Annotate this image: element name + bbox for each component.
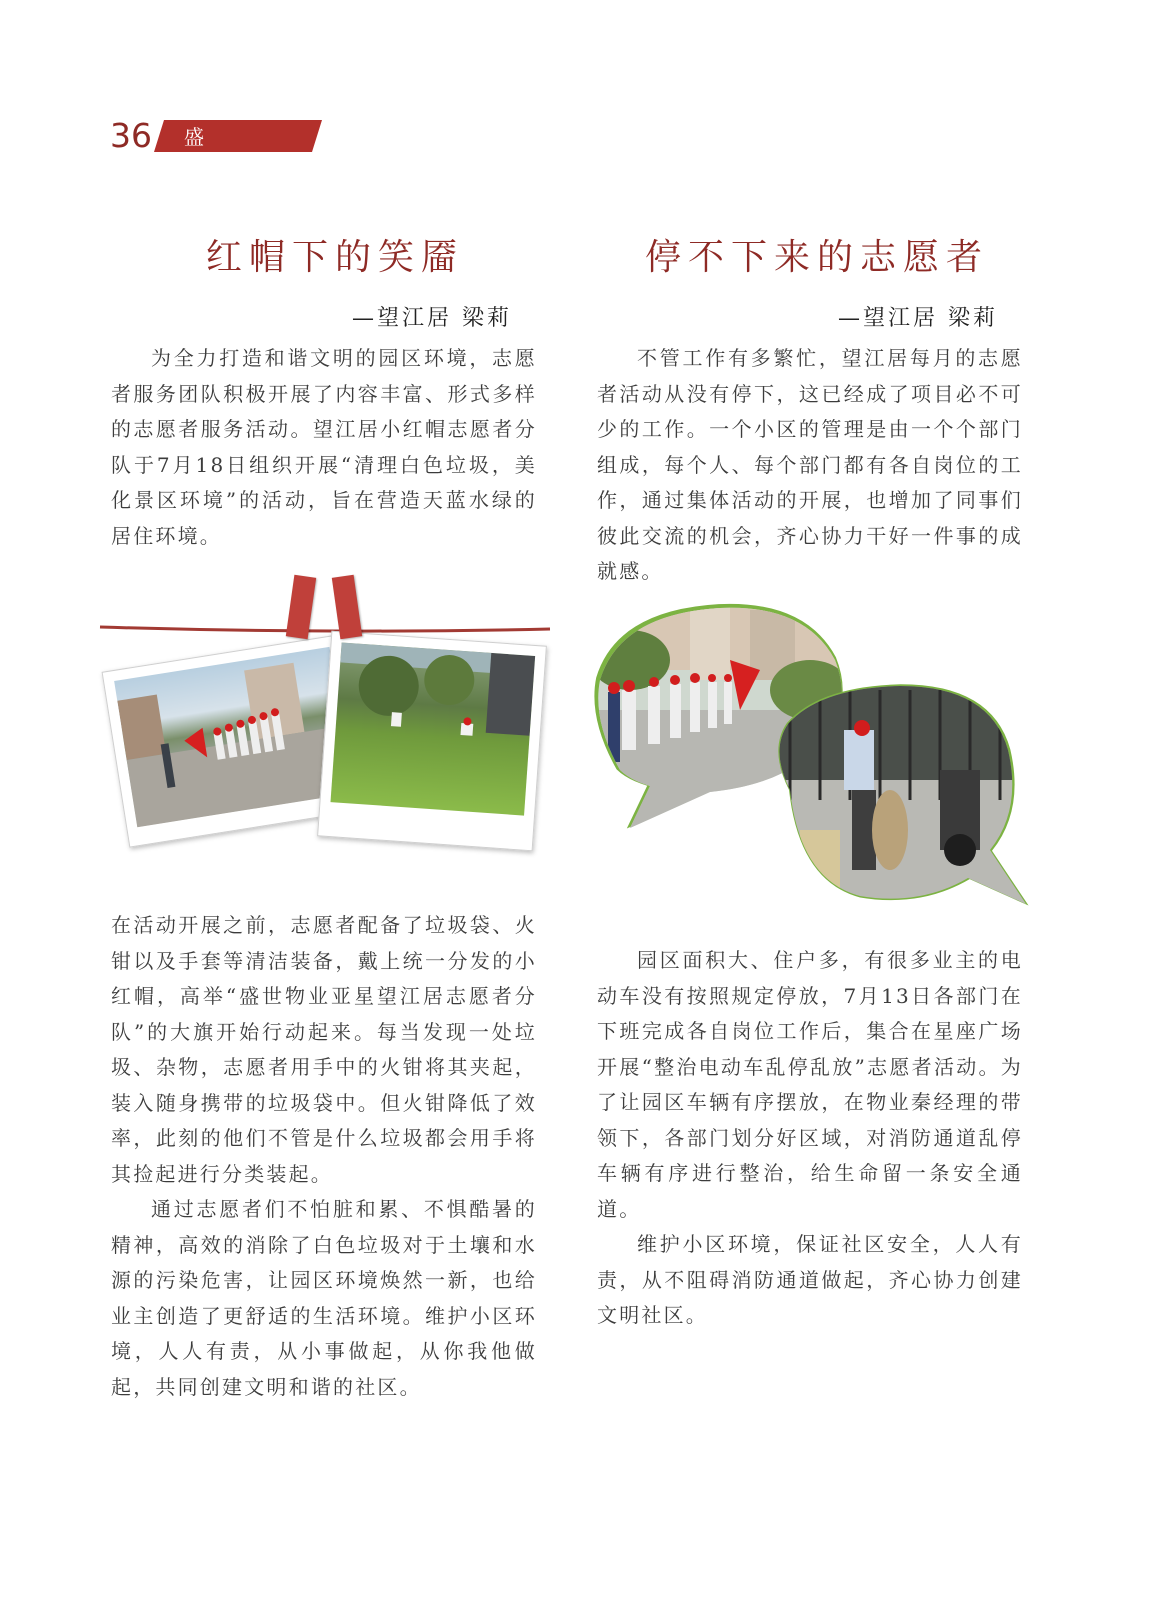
right-paragraph-1: 不管工作有多繁忙，望江居每月的志愿者活动从没有停下，这已经成了项目必不可少的工作。一个小区的管理是由一个个部门组成，每个人、每个部门都有各自岗位的工作，通过集体活动的开展，也增加了同事们彼此交流的机会，齐心协力干好一件事的成就感。 [597, 346, 1023, 583]
speech-bubble-photos [590, 600, 1030, 920]
page-number: 36 [110, 116, 152, 155]
left-article-byline: —望江居 梁莉 [352, 306, 512, 331]
left-paragraph-2: 在活动开展之前，志愿者配备了垃圾袋、火钳以及手套等清洁装备，戴上统一分发的小红帽，高举“盛世物业亚星望江居志愿者分队”的大旗开始行动起来。每当发现一处垃圾、杂物，志愿者用手中的火钳将其夹起，装入随身携带的垃圾袋中。但火钳降低了效率，此刻的他们不管是什么垃圾都会用手将其捡起进行分类装起。 [111, 913, 537, 1186]
right-paragraph-3: 维护小区环境，保证社区安全，人人有责，从不阻碍消防通道做起，齐心协力创建文明社区。 [597, 1232, 1023, 1327]
left-article-title: 红帽下的笑靥 [206, 237, 465, 278]
magazine-name: 盛世物业 [184, 125, 208, 245]
right-article-byline: —望江居 梁莉 [838, 306, 998, 331]
left-paragraph-1: 为全力打造和谐文明的园区环境，志愿者服务团队积极开展了内容丰富、形式多样的志愿者服务活动。望江居小红帽志愿者分队于7月18日组织开展“清理白色垃圾，美化景区环境”的活动，旨在营造天蓝水绿的居住环境。 [111, 346, 537, 548]
speech-bubble-graphics [590, 600, 1030, 920]
right-paragraph-2: 园区面积大、住户多，有很多业主的电动车没有按照规定停放，7月13日各部门在下班完成各自岗位工作后，集合在星座广场开展“整治电动车乱停乱放”志愿者活动。为了让园区车辆有序摆放，在物业秦经理的带领下，各部门划分好区域，对消防通道乱停车辆有序进行整治，给生命留一条安全通道。 [597, 948, 1023, 1221]
clothesline-photo-collage [98, 574, 554, 864]
right-article-title: 停不下来的志愿者 [645, 237, 990, 278]
lawn-cleanup-photo [317, 631, 547, 852]
left-paragraph-3: 通过志愿者们不怕脏和累、不惧酷暑的精神，高效的消除了白色垃圾对于土壤和水源的污染危害，让园区环境焕然一新，也给业主创造了更舒适的生活环境。维护小区环境，人人有责，从小事做起，从你我他做起，共同创建文明和谐的社区。 [111, 1197, 537, 1399]
